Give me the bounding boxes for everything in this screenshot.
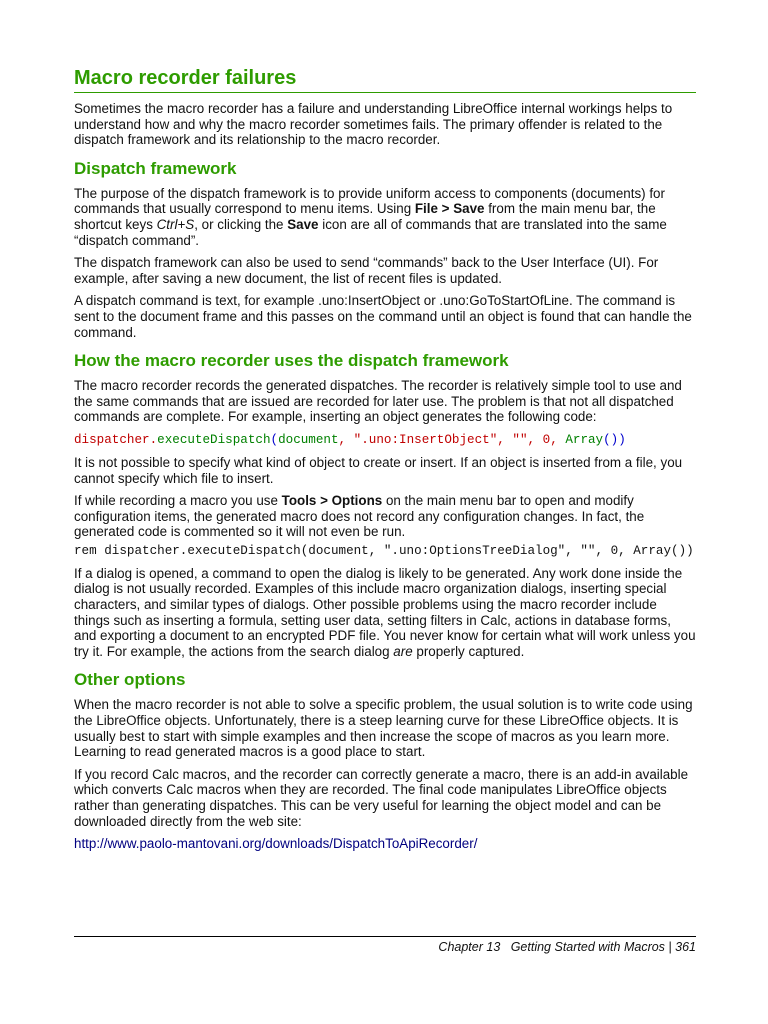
dispatch-paragraph-1: The purpose of the dispatch framework is to provide uniform access to components (documents) for commands that usually correspond to menu items. Using File > Save from the main menu bar, the shortcut keys Ctrl+S, or clicking the Save icon are all of commands that are translated into the same “dispatch command”. — [74, 185, 667, 248]
page-number: 361 — [675, 940, 696, 954]
code-options-dialog: rem dispatcher.executeDispatch(document, ".uno:OptionsTreeDialog", "", 0, Array()) — [74, 543, 694, 558]
recorder-paragraph-2: It is not possible to specify what kind of object to create or insert. If an object is inserted from a file, you cannot specify which file to insert. — [74, 454, 683, 486]
section-title: Macro recorder failures — [74, 66, 696, 93]
dispatch-recorder-link[interactable]: http://www.paolo-mantovani.org/downloads/DispatchToApiRecorder/ — [74, 836, 478, 852]
page-content — [74, 62, 696, 859]
dispatch-heading: Dispatch framework — [74, 158, 237, 178]
dispatch-paragraph-2: The dispatch framework can also be used to send “commands” back to the User Interface (UI). For example, after saving a new document, the list of recent files is updated. — [74, 255, 659, 286]
recorder-paragraph-4: If a dialog is opened, a command to open the dialog is likely to be generated. Any work done inside the dialog is not usually recorded. Examples of this include macro organization dialogs, inserting special characters, and similar types of dialogs. Other possible problems using the macro recorder include things such as inserting a formula, setting user data, setting filters in Calc, actions in database forms, and exporting a document to an encrypted PDF file. You never know for certain what will work unless you try it. For example, the actions from the search dialog are properly captured. — [74, 565, 696, 659]
recorder-paragraph-1: The macro recorder records the generated dispatches. The recorder is relatively simple tool to use and the same commands that are issued are recorded for later use. The problem is that not all dispatched commands are complete. For example, inserting an object generates the following code: — [74, 378, 682, 425]
code-insert-object: dispatcher.executeDispatch(document, ".uno:InsertObject", "", 0, Array()) — [74, 432, 626, 447]
dispatch-paragraph-3: A dispatch command is text, for example .uno:InsertObject or .uno:GoToStartOfLine. The command is sent to the document frame and this passes on the command until an object is found that can handle the command. — [74, 293, 692, 340]
other-heading: Other options — [74, 670, 186, 690]
recorder-heading: How the macro recorder uses the dispatch framework — [74, 351, 509, 371]
other-paragraph-2: If you record Calc macros, and the recorder can correctly generate a macro, there is an add-in available which converts Calc macros when they are recorded. The final code manipulates LibreOffice objects rather than generating dispatches. This can be very useful for learning the object model and can be downloaded directly from the web site: — [74, 766, 689, 829]
other-paragraph-1: When the macro recorder is not able to solve a specific problem, the usual solution is to write code using the LibreOffice objects. Unfortunately, there is a steep learning curve for these LibreOffice objects. It is usually best to start with simple examples and then increase the scope of macros as you learn more. Learning to read generated macros is a good place to start. — [74, 697, 693, 760]
recorder-paragraph-3: If while recording a macro you use Tools > Options on the main menu bar to open and modify configuration items, the generated macro does not record any configuration changes. In fact, the generated code is commented so it will not even be run. — [74, 493, 645, 540]
page-footer — [74, 936, 696, 954]
intro-paragraph: Sometimes the macro recorder has a failure and understanding LibreOffice internal workings helps to understand how and why the macro recorder sometimes fails. The primary offender is related to the dispatch framework and its relationship to the macro recorder. — [74, 101, 673, 148]
link-paragraph — [74, 836, 696, 852]
footer-text: Chapter 13 Getting Started with Macros | 361 — [438, 940, 696, 954]
